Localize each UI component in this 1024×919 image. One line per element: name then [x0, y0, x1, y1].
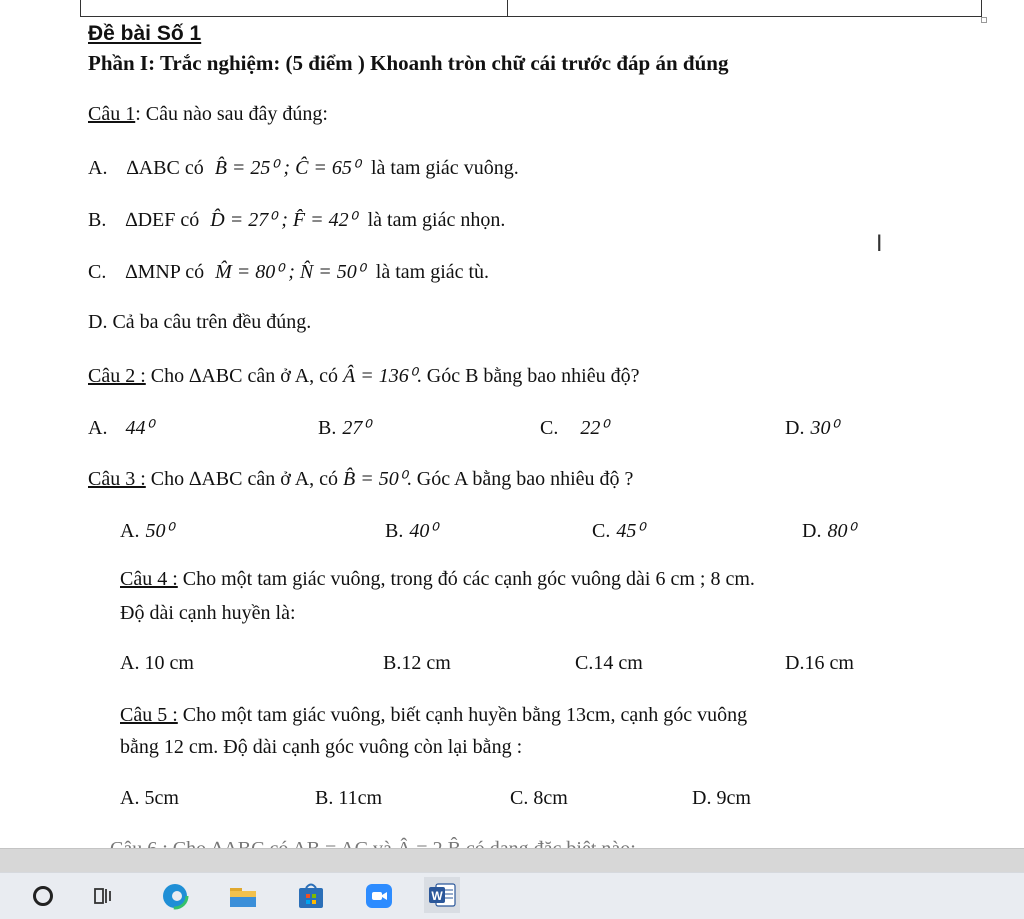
taskbar [0, 872, 1024, 919]
table-divider [507, 0, 508, 17]
q2-option-b-letter: B. [318, 417, 337, 439]
q1-option-b-text: ∆DEF có [125, 209, 200, 231]
q5-option-c: C. 8cm [510, 787, 568, 809]
question-1-label: Câu 1 [88, 103, 136, 125]
edge-icon[interactable] [160, 881, 190, 911]
q3-option-c-letter: C. [592, 520, 611, 542]
q3-option-c [592, 518, 644, 543]
question-2-math: Â = 136⁰ [343, 365, 417, 387]
page-title: Đề bài Số 1 [88, 22, 202, 45]
section-heading: Phần I: Trắc nghiệm: (5 điểm ) Khoanh tròn chữ cái trước đáp án đúng [88, 51, 729, 75]
q1-option-c-math: M̂ = 80⁰ ; N̂ = 50⁰ [215, 261, 365, 283]
q2-option-d-letter: D. [785, 417, 805, 439]
q4-option-d: D.16 cm [785, 652, 854, 674]
q2-option-d-value: 30⁰ [810, 417, 839, 439]
q2-option-d [785, 415, 838, 440]
q2-option-a [88, 415, 153, 440]
question-4-line1: Cho một tam giác vuông, trong đó các cạnh góc vuông dài 6 cm ; 8 cm. [182, 568, 755, 590]
question-1-prompt: : Câu nào sau đây đúng: [135, 103, 328, 125]
margin-corner-mark [981, 17, 987, 23]
question-6-cutoff [110, 830, 810, 848]
word-icon-letter: W [431, 889, 443, 903]
q4-option-b: B.12 cm [383, 652, 451, 674]
q1-option-a [88, 155, 519, 180]
q3-option-b-letter: B. [385, 520, 404, 542]
question-2-pre: Cho ∆ABC cân ở A, có [150, 365, 339, 387]
q5-option-d: D. 9cm [692, 787, 751, 809]
q3-option-d-letter: D. [802, 520, 822, 542]
q3-option-d [802, 518, 855, 543]
q3-option-a-letter: A. [120, 520, 140, 542]
file-explorer-icon[interactable] [228, 881, 258, 911]
q1-option-b-math: D̂ = 27⁰ ; F̂ = 42⁰ [210, 209, 357, 231]
question-4-label: Câu 4 : [120, 568, 178, 590]
q3-option-d-value: 80⁰ [827, 520, 856, 542]
q1-option-a-math: B̂ = 25⁰ ; Ĉ = 65⁰ [214, 157, 360, 179]
q5-option-b: B. 11cm [315, 787, 383, 809]
start-icon[interactable] [28, 881, 58, 911]
question-2-label: Câu 2 : [88, 365, 146, 387]
text-cursor-icon: I [876, 232, 883, 257]
question-3 [88, 466, 633, 491]
question-1 [88, 103, 328, 126]
horizontal-scrollbar[interactable] [0, 848, 1024, 873]
q1-option-c-post: là tam giác tù. [375, 261, 490, 283]
q1-option-b-letter: B. [88, 209, 107, 231]
q1-option-b [88, 207, 505, 232]
q3-option-b-value: 40⁰ [409, 520, 438, 542]
q4-option-a: A. 10 cm [120, 652, 194, 674]
q1-option-a-letter: A. [88, 157, 108, 179]
q1-option-d: D. Cả ba câu trên đều đúng. [88, 311, 312, 333]
store-icon[interactable] [296, 881, 326, 911]
question-4-line2: Độ dài cạnh huyền là: [120, 602, 296, 624]
question-2-post: . Góc B bằng bao nhiêu độ? [416, 365, 640, 387]
q3-option-a [120, 518, 173, 543]
q1-option-b-post: là tam giác nhọn. [367, 209, 506, 231]
question-5-line2: bằng 12 cm. Độ dài cạnh góc vuông còn lại bằng : [120, 736, 523, 758]
q3-option-a-value: 50⁰ [145, 520, 174, 542]
q1-option-c-text: ∆MNP có [125, 261, 205, 283]
q2-option-b [318, 415, 370, 440]
task-view-icon[interactable] [90, 881, 120, 911]
question-4 [120, 568, 755, 591]
q5-option-a: A. 5cm [120, 787, 179, 809]
q2-option-a-letter: A. [88, 417, 108, 439]
video-call-icon[interactable] [364, 881, 394, 911]
question-2 [88, 363, 640, 388]
question-5 [120, 704, 747, 727]
question-5-label: Câu 5 : [120, 704, 178, 726]
q2-option-c-letter: C. [540, 417, 559, 439]
q4-option-c: C.14 cm [575, 652, 643, 674]
q2-option-b-value: 27⁰ [342, 417, 371, 439]
question-3-math: B̂ = 50⁰ [343, 468, 407, 490]
question-3-label: Câu 3 : [88, 468, 146, 490]
question-3-post: . Góc A bằng bao nhiêu độ ? [406, 468, 634, 490]
q1-option-c-letter: C. [88, 261, 107, 283]
q2-option-c-value: 22⁰ [580, 417, 609, 439]
q2-option-a-value: 44⁰ [125, 417, 154, 439]
q1-option-a-text: ∆ABC có [126, 157, 204, 179]
table-border [80, 0, 982, 17]
word-icon[interactable] [424, 877, 460, 913]
q1-option-c [88, 259, 489, 284]
question-3-pre: Cho ∆ABC cân ở A, có [150, 468, 339, 490]
q1-option-a-post: là tam giác vuông. [370, 157, 519, 179]
q3-option-c-value: 45⁰ [616, 520, 645, 542]
question-5-line1: Cho một tam giác vuông, biết cạnh huyền bằng 13cm, cạnh góc vuông [182, 704, 748, 726]
q3-option-b [385, 518, 437, 543]
q2-option-c [540, 415, 608, 440]
